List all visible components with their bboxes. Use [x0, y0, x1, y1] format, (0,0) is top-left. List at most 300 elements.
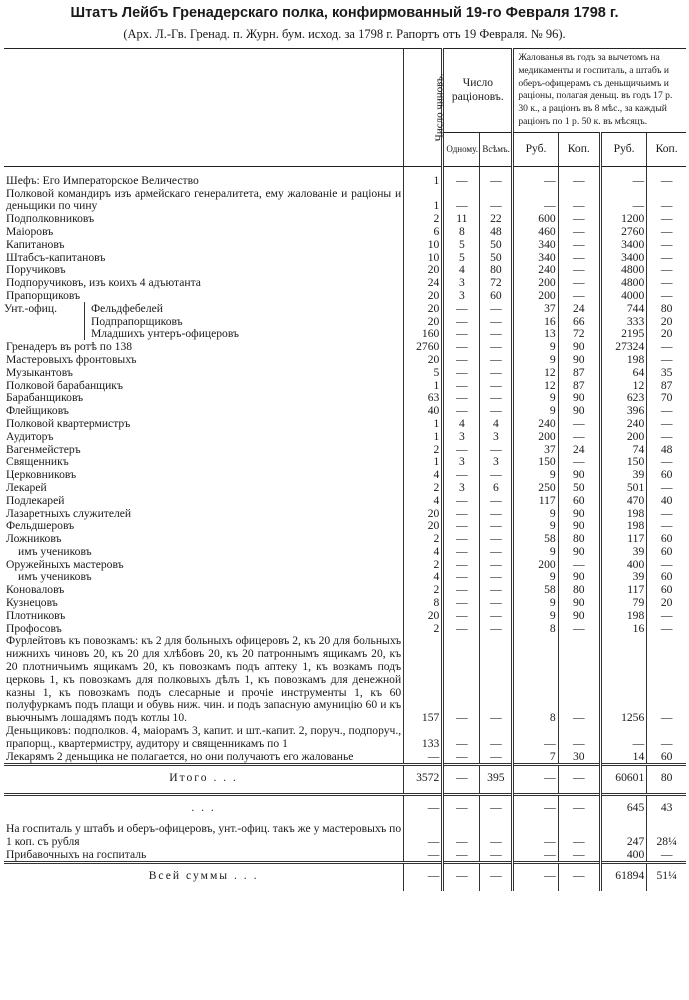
rank-name-cell: Лазаретныхъ служителей [6, 506, 132, 520]
kop-all-cell: — [647, 610, 686, 623]
header-kop1: Коп. [558, 132, 600, 166]
rub-one-cell: — [513, 795, 558, 823]
ration-all-cell: — [480, 571, 513, 584]
header-racion: Число раціоновъ. [443, 49, 513, 133]
table-row [4, 482, 686, 495]
rank-name-cell: На госпиталь у штабъ и оберъ-офицеровъ, унт.-офиц. такъ же у мастеровыхъ по 1 коп. съ рубля [6, 822, 402, 848]
ration-all-cell: — [480, 725, 513, 751]
ration-one-cell: — [443, 328, 480, 341]
rub-one-cell: — [513, 863, 558, 891]
rub-all-cell: 1200 [600, 213, 646, 226]
ration-one-cell: 8 [443, 226, 480, 239]
ration-all-cell: — [480, 303, 513, 316]
rank-name: Фельдфебелей [84, 302, 163, 315]
kop-one-cell: 80 [558, 533, 600, 546]
rank-name-cell: Штабсъ-капитановъ [6, 250, 106, 264]
ration-all-cell: — [480, 849, 513, 863]
rub-all-cell: 396 [600, 405, 646, 418]
rub-all-cell: 400 [600, 849, 646, 863]
count-cell: 1 [404, 380, 443, 393]
rub-all-cell: 27324 [600, 341, 646, 354]
rub-one-cell: 200 [513, 290, 558, 303]
rub-all-cell: 1256 [600, 635, 646, 725]
total-label-text: Всей суммы [148, 869, 230, 883]
kop-all-cell: — [647, 559, 686, 572]
ration-one-cell: — [443, 610, 480, 623]
kop-one-cell: — [558, 252, 600, 265]
rub-all-cell: 117 [600, 584, 646, 597]
ration-all-cell: 4 [480, 418, 513, 431]
table-row [4, 610, 686, 623]
ration-all-cell: — [480, 584, 513, 597]
rub-all-cell: 60601 [600, 765, 646, 795]
rank-name-cell: Подполковниковъ [6, 212, 95, 226]
rank-name-cell: Полковой барабанщикъ [6, 378, 123, 392]
ration-all-cell: 22 [480, 213, 513, 226]
header-kop2: Коп. [647, 132, 686, 166]
rub-all-cell: 117 [600, 533, 646, 546]
rank-name-cell: Музыкантовъ [6, 365, 73, 379]
rub-all-cell: 198 [600, 610, 646, 623]
rub-one-cell: 340 [513, 239, 558, 252]
table-row [4, 597, 686, 610]
rub-one-cell: 9 [513, 597, 558, 610]
ration-one-cell: — [443, 380, 480, 393]
rub-all-cell: 14 [600, 751, 646, 765]
rub-one-cell: 58 [513, 533, 558, 546]
table-row [4, 226, 686, 239]
rank-name-cell: Прапорщиковъ [6, 288, 81, 302]
ration-one-cell: — [443, 571, 480, 584]
kop-all-cell: 87 [647, 380, 686, 393]
count-cell: 160 [404, 328, 443, 341]
kop-all-cell: 60 [647, 584, 686, 597]
table-row [4, 431, 686, 444]
rub-one-cell: 9 [513, 546, 558, 559]
ration-all-cell: — [480, 469, 513, 482]
kop-one-cell: 30 [558, 751, 600, 765]
kop-one-cell: 90 [558, 597, 600, 610]
kop-one-cell: — [558, 725, 600, 751]
kop-all-cell: — [647, 431, 686, 444]
ration-all-cell: — [480, 795, 513, 823]
kop-one-cell: 90 [558, 469, 600, 482]
kop-one-cell: — [558, 849, 600, 863]
kop-all-cell: 28¼ [647, 823, 686, 849]
ration-all-cell: — [480, 623, 513, 636]
rank-name-cell: Вагенмейстеръ [6, 442, 81, 456]
rub-all-cell: — [600, 175, 646, 188]
kop-one-cell: 80 [558, 584, 600, 597]
ration-all-cell: — [480, 328, 513, 341]
kop-one-cell: 90 [558, 571, 600, 584]
kop-all-cell: 35 [647, 367, 686, 380]
rank-name-cell: Фельдшеровъ [6, 519, 75, 533]
header-row-top [4, 49, 686, 133]
rub-one-cell: 250 [513, 482, 558, 495]
kop-one-cell: 90 [558, 354, 600, 367]
header-odnomu: Одному. [443, 132, 480, 166]
count-cell: 40 [404, 405, 443, 418]
count-cell: 6 [404, 226, 443, 239]
rub-one-cell: 117 [513, 495, 558, 508]
table-row [4, 751, 686, 765]
table-row [4, 765, 686, 795]
kop-one-cell: — [558, 175, 600, 188]
rank-name-cell: Ложниковъ [6, 532, 62, 546]
count-cell: 1 [404, 175, 443, 188]
rub-all-cell: 3400 [600, 252, 646, 265]
rank-name-cell: Полковой квартермистръ [6, 416, 131, 430]
kop-all-cell: 20 [647, 597, 686, 610]
rub-one-cell: — [513, 175, 558, 188]
kop-one-cell: — [558, 213, 600, 226]
kop-all-cell: 60 [647, 533, 686, 546]
rub-one-cell: 12 [513, 367, 558, 380]
rub-all-cell: 64 [600, 367, 646, 380]
rub-all-cell: 4800 [600, 277, 646, 290]
table-row [4, 849, 686, 863]
count-cell: 20 [404, 354, 443, 367]
count-cell: 2 [404, 559, 443, 572]
ration-one-cell: — [443, 520, 480, 533]
ration-all-cell: — [480, 188, 513, 214]
kop-all-cell: — [647, 277, 686, 290]
table-row [4, 405, 686, 418]
ration-one-cell: — [443, 635, 480, 725]
count-cell: 2 [404, 444, 443, 457]
table-row [4, 546, 686, 559]
header-name-col [4, 49, 404, 167]
ration-all-cell: — [480, 367, 513, 380]
kop-one-cell: — [558, 239, 600, 252]
kop-one-cell: — [558, 863, 600, 891]
document-title: Штатъ Лейбъ Гренадерскаго полка, конфирмованный 19-го Февраля 1798 г. [70, 5, 619, 21]
ration-all-cell: — [480, 392, 513, 405]
kop-all-cell: — [647, 456, 686, 469]
ration-all-cell: 6 [480, 482, 513, 495]
rub-all-cell: 198 [600, 354, 646, 367]
kop-all-cell: — [647, 226, 686, 239]
ration-one-cell: 3 [443, 431, 480, 444]
ration-one-cell: — [443, 795, 480, 823]
rub-one-cell: 150 [513, 456, 558, 469]
count-cell: 24 [404, 277, 443, 290]
ration-all-cell: 395 [480, 765, 513, 795]
count-cell: 4 [404, 495, 443, 508]
rub-all-cell: 2195 [600, 328, 646, 341]
rub-one-cell: 12 [513, 380, 558, 393]
rub-all-cell: 200 [600, 431, 646, 444]
kop-all-cell: 40 [647, 495, 686, 508]
ration-one-cell: — [443, 508, 480, 521]
table-body [4, 166, 686, 891]
rub-all-cell: 198 [600, 520, 646, 533]
count-cell: — [404, 751, 443, 765]
kop-one-cell: 24 [558, 303, 600, 316]
kop-one-cell: — [558, 418, 600, 431]
ration-one-cell: — [443, 495, 480, 508]
kop-all-cell: — [647, 290, 686, 303]
rub-one-cell: 200 [513, 559, 558, 572]
kop-all-cell: 60 [647, 546, 686, 559]
total-label: Итого . . . [4, 765, 404, 795]
ration-one-cell: 3 [443, 482, 480, 495]
kop-all-cell: 20 [647, 316, 686, 329]
kop-one-cell: 90 [558, 610, 600, 623]
ration-all-cell: — [480, 341, 513, 354]
rub-one-cell: 9 [513, 341, 558, 354]
kop-one-cell: 87 [558, 367, 600, 380]
count-cell: 20 [404, 290, 443, 303]
count-cell: 1 [404, 418, 443, 431]
rub-all-cell: 400 [600, 559, 646, 572]
ration-one-cell: — [443, 405, 480, 418]
count-cell: 2 [404, 623, 443, 636]
rub-all-cell: — [600, 188, 646, 214]
ration-all-cell: — [480, 380, 513, 393]
rub-one-cell: — [513, 823, 558, 849]
rub-one-cell: — [513, 765, 558, 795]
table-row [4, 635, 686, 725]
rank-name-cell: Маіоровъ [6, 224, 54, 238]
count-cell: 8 [404, 597, 443, 610]
rub-all-cell: 150 [600, 456, 646, 469]
count-cell: — [404, 849, 443, 863]
kop-one-cell: — [558, 277, 600, 290]
rub-one-cell: 9 [513, 392, 558, 405]
rank-name-cell: Священникъ [6, 455, 69, 469]
rub-one-cell: 7 [513, 751, 558, 765]
ration-one-cell: — [443, 623, 480, 636]
kop-one-cell: 87 [558, 380, 600, 393]
ration-one-cell: — [443, 392, 480, 405]
rank-name: Младшихъ унтеръ-офицеровъ [84, 327, 239, 340]
rank-name-cell: Церковниковъ [6, 468, 77, 482]
ration-one-cell: 4 [443, 264, 480, 277]
rank-name: Подпрапорщиковъ [84, 315, 183, 328]
table-row [4, 303, 686, 316]
kop-all-cell: — [647, 482, 686, 495]
ration-one-cell: — [443, 751, 480, 765]
ration-one-cell: 3 [443, 277, 480, 290]
rub-one-cell: 9 [513, 469, 558, 482]
ration-all-cell: 50 [480, 239, 513, 252]
count-cell: 2760 [404, 341, 443, 354]
ration-all-cell: 3 [480, 431, 513, 444]
rub-all-cell: 3400 [600, 239, 646, 252]
table-row [4, 175, 686, 188]
rub-one-cell: 600 [513, 213, 558, 226]
ration-one-cell: — [443, 341, 480, 354]
rank-name-cell: Подпоручиковъ, изъ коихъ 4 адъютанта [6, 276, 201, 290]
kop-all-cell: 80 [647, 765, 686, 795]
rub-one-cell: 16 [513, 316, 558, 329]
rank-name-cell: имъ учениковъ [18, 544, 92, 558]
ration-all-cell: — [480, 175, 513, 188]
rank-name-cell: Плотниковъ [6, 608, 66, 622]
ration-one-cell: — [443, 823, 480, 849]
ration-all-cell: — [480, 316, 513, 329]
rub-all-cell: 333 [600, 316, 646, 329]
count-cell: 4 [404, 571, 443, 584]
kop-one-cell: 90 [558, 341, 600, 354]
rub-one-cell: 9 [513, 610, 558, 623]
ration-one-cell: — [443, 559, 480, 572]
rub-all-cell: 198 [600, 508, 646, 521]
rub-one-cell: 13 [513, 328, 558, 341]
kop-all-cell: — [647, 264, 686, 277]
kop-one-cell: — [558, 188, 600, 214]
kop-one-cell: 90 [558, 508, 600, 521]
ration-one-cell: — [443, 316, 480, 329]
table-row [4, 533, 686, 546]
rank-name-cell: Оружейныхъ мастеровъ [6, 557, 124, 571]
kop-one-cell: — [558, 264, 600, 277]
ration-all-cell: 72 [480, 277, 513, 290]
rub-one-cell: — [513, 725, 558, 751]
rub-one-cell: 8 [513, 623, 558, 636]
rub-all-cell: 74 [600, 444, 646, 457]
ration-one-cell: — [443, 175, 480, 188]
kop-one-cell: — [558, 635, 600, 725]
count-cell: 10 [404, 239, 443, 252]
rank-name-cell: Шефъ: Его Императорское Величество [6, 173, 199, 187]
rank-name-cell: Профосовъ [6, 621, 62, 635]
ration-all-cell: — [480, 823, 513, 849]
rub-one-cell: 460 [513, 226, 558, 239]
rub-one-cell: 9 [513, 354, 558, 367]
ration-one-cell: — [443, 597, 480, 610]
kop-one-cell: 90 [558, 392, 600, 405]
count-cell: 20 [404, 508, 443, 521]
count-cell: 4 [404, 469, 443, 482]
table-row [4, 823, 686, 849]
kop-all-cell: — [647, 341, 686, 354]
kop-one-cell: — [558, 823, 600, 849]
kop-all-cell: — [647, 635, 686, 725]
ration-all-cell: — [480, 405, 513, 418]
count-cell: — [404, 795, 443, 823]
header-chiny: Число чиновъ. [404, 49, 443, 167]
rank-name-cell: Коноваловъ [6, 583, 65, 597]
ration-one-cell: — [443, 444, 480, 457]
rub-all-cell: 61894 [600, 863, 646, 891]
kop-all-cell: 60 [647, 571, 686, 584]
rub-all-cell: 4000 [600, 290, 646, 303]
count-cell: 133 [404, 725, 443, 751]
rank-name-cell: Деньщиковъ: подполков. 4, маіорамъ 3, капит. и шт.-капит. 2, поруч., подпоруч., прапорщ., квартермистру, аудитору и священникамъ по 1 [6, 724, 402, 750]
rank-name-cell: Полковой командиръ изъ армейскаго генералитета, ему жалованіе и раціоны и деньщики по чину [6, 186, 402, 213]
kop-all-cell: 60 [647, 469, 686, 482]
kop-all-cell: 20 [647, 328, 686, 341]
ration-all-cell: — [480, 751, 513, 765]
rub-one-cell: 240 [513, 418, 558, 431]
rank-name-cell: Мастеровыхъ фронтовыхъ [6, 352, 137, 366]
header-vsem: Всѣмъ. [480, 132, 513, 166]
kop-all-cell: — [647, 354, 686, 367]
ration-all-cell: — [480, 597, 513, 610]
ration-all-cell: — [480, 354, 513, 367]
rub-one-cell: 9 [513, 520, 558, 533]
kop-all-cell: — [647, 418, 686, 431]
rub-one-cell: — [513, 849, 558, 863]
rank-name-cell: Флейщиковъ [6, 404, 69, 418]
table-row [4, 290, 686, 303]
rub-one-cell: 8 [513, 635, 558, 725]
kop-one-cell: — [558, 226, 600, 239]
count-cell: 20 [404, 303, 443, 316]
header-salary: Жалованья въ годъ за вычетомъ на медикаменты и госпиталь, а штабъ и оберъ-офицерамъ съ деньщичьимъ и раціоны, полагая деньщ. въ годъ 17 р. 30 к., а раціонъ въ 8 мѣс., за каждый раціонъ по 1 р. 50 к. въ мѣсяцъ. [513, 49, 686, 133]
rank-name-cell: Барабанщиковъ [6, 391, 84, 405]
kop-all-cell: 60 [647, 751, 686, 765]
kop-one-cell: — [558, 431, 600, 444]
kop-one-cell: 66 [558, 316, 600, 329]
rub-one-cell: 200 [513, 431, 558, 444]
kop-one-cell: — [558, 623, 600, 636]
ration-all-cell: — [480, 610, 513, 623]
kop-all-cell: 48 [647, 444, 686, 457]
count-cell: 10 [404, 252, 443, 265]
ration-one-cell: — [443, 584, 480, 597]
table-row [4, 354, 686, 367]
rub-all-cell: 2760 [600, 226, 646, 239]
ration-all-cell: 50 [480, 252, 513, 265]
rank-name-cell: Прибавочныхъ на госпиталь [6, 847, 147, 861]
count-cell: 4 [404, 546, 443, 559]
rank-name-cell: Аудиторъ [6, 429, 54, 443]
ration-one-cell: 11 [443, 213, 480, 226]
count-cell: 20 [404, 520, 443, 533]
count-cell: 20 [404, 316, 443, 329]
rub-all-cell: 247 [600, 823, 646, 849]
total-label: . . . [4, 795, 404, 823]
rub-one-cell: 9 [513, 405, 558, 418]
kop-one-cell: — [558, 290, 600, 303]
header-rub2: Руб. [600, 132, 646, 166]
rub-all-cell: 645 [600, 795, 646, 823]
kop-one-cell: — [558, 559, 600, 572]
kop-one-cell: 60 [558, 495, 600, 508]
rub-all-cell: 240 [600, 418, 646, 431]
ration-all-cell: 60 [480, 290, 513, 303]
kop-one-cell: — [558, 765, 600, 795]
ration-all-cell: — [480, 533, 513, 546]
count-cell: — [404, 863, 443, 891]
ration-one-cell: — [443, 725, 480, 751]
ration-all-cell: — [480, 559, 513, 572]
ration-all-cell: — [480, 863, 513, 891]
ration-one-cell: — [443, 533, 480, 546]
kop-all-cell: — [647, 239, 686, 252]
ration-all-cell: — [480, 508, 513, 521]
table-row [4, 863, 686, 891]
rub-one-cell: 9 [513, 571, 558, 584]
kop-one-cell: 72 [558, 328, 600, 341]
table-row [4, 495, 686, 508]
rank-name-cell: Фурлейтовъ къ повозкамъ: къ 2 для больныхъ офицеровъ 2, къ 20 для больныхъ нижнихъ чиновъ 20, къ 20 для хлѣбовъ 20, къ 20 патроннымъ ящикамъ 20, къ 20 плотничьимъ ящикамъ 20, къ повозкамъ подъ аптеку 1, къ возкамъ подъ церковь 1, къ повозкамъ для полковыхъ дѣлъ 1, къ повозкамъ для денежной казны 1, къ повозкамъ подъ слесарные и прочіе инструменты 1, къ 60 полуфуркамъ подъ плащи и обувь ниж. чин. и подъ запасную амуницію 60 и къ вьючнымъ лошадямъ подъ котлы 10. [6, 634, 402, 725]
kop-all-cell: 51¼ [647, 863, 686, 891]
kop-all-cell: — [647, 520, 686, 533]
rub-one-cell: — [513, 188, 558, 214]
ration-one-cell: — [443, 849, 480, 863]
rank-name-cell: Капитановъ [6, 237, 65, 251]
ration-one-cell: — [443, 354, 480, 367]
count-cell: 2 [404, 533, 443, 546]
kop-one-cell: — [558, 795, 600, 823]
rank-name-cell: Кузнецовъ [6, 596, 58, 610]
ration-all-cell: 48 [480, 226, 513, 239]
